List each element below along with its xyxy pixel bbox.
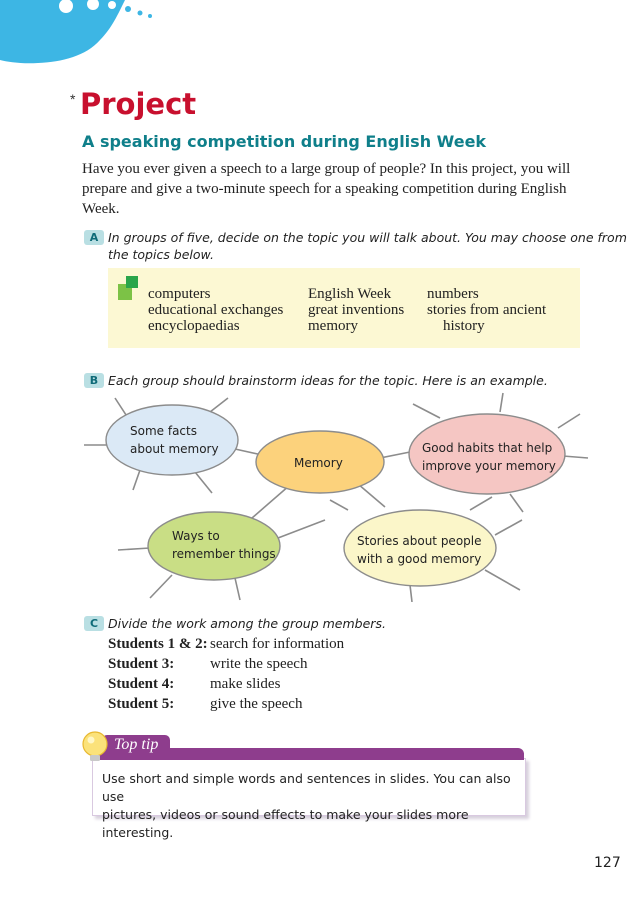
stories-node (344, 510, 496, 586)
student-name: Student 5: (108, 696, 175, 712)
student-task: make slides (210, 676, 281, 692)
ways-node-label: Ways to (172, 529, 220, 543)
project-subtitle: A speaking competition during English Week (82, 132, 487, 151)
topic-item: memory (308, 318, 358, 334)
student-task: search for information (210, 636, 345, 652)
topic-item: English Week (308, 286, 392, 302)
top-tip-line: Use short and simple words and sentences in slides. You can also use (102, 771, 511, 804)
center-node-label: Memory (294, 456, 343, 470)
step-b-label: B (84, 373, 104, 388)
topic-item: computers (148, 286, 211, 302)
ways-node (148, 512, 280, 580)
student-task: write the speech (210, 656, 308, 672)
topic-item: educational exchanges (148, 302, 284, 318)
lightbulb-icon (80, 730, 110, 764)
top-tip-title: Top tip (114, 736, 159, 753)
stories-node-label: Stories about people (357, 534, 482, 548)
intro-paragraph: Have you ever given a speech to a large group of people? In this project, you will prepare and give a two-minute speech for a speaking competition during English Week. (82, 161, 571, 217)
student-name: Student 3: (108, 656, 175, 672)
header-decoration (0, 0, 200, 70)
step-a-label: A (84, 230, 104, 245)
topic-item: encyclopaedias (148, 318, 240, 334)
habits-node-label: improve your memory (422, 459, 556, 473)
step-c-instruction: Divide the work among the group members. (108, 616, 386, 631)
step-a-instruction-line2: the topics below. (108, 247, 214, 262)
student-name: Student 4: (108, 676, 175, 692)
page-title: Project (80, 87, 197, 121)
ways-node-label: remember things (172, 547, 276, 561)
mind-map (0, 392, 640, 602)
top-tip-line: pictures, videos or sound effects to make your slides more interesting. (102, 807, 469, 840)
student-name: Students 1 & 2: (108, 636, 208, 652)
topic-item: stories from ancient (427, 302, 547, 318)
topic-item: great inventions (308, 302, 405, 318)
top-tip-text (102, 770, 518, 842)
step-b-instruction: Each group should brainstorm ideas for the topic. Here is an example. (108, 373, 548, 388)
student-task: give the speech (210, 696, 303, 712)
page-number: 127 (594, 855, 621, 871)
step-a-instruction-line1: In groups of five, decide on the topic you will talk about. You may choose one from (108, 230, 627, 245)
topic-item: history (443, 318, 485, 334)
facts-node-label: Some facts (130, 424, 197, 438)
facts-node (106, 405, 238, 475)
topic-item: numbers (427, 286, 479, 302)
step-c-label: C (84, 616, 104, 631)
facts-node-label: about memory (130, 442, 219, 456)
habits-node-label: Good habits that help (422, 441, 553, 455)
stories-node-label: with a good memory (357, 552, 482, 566)
square-bullet-icon (118, 276, 142, 302)
optional-asterisk: * (70, 91, 76, 107)
